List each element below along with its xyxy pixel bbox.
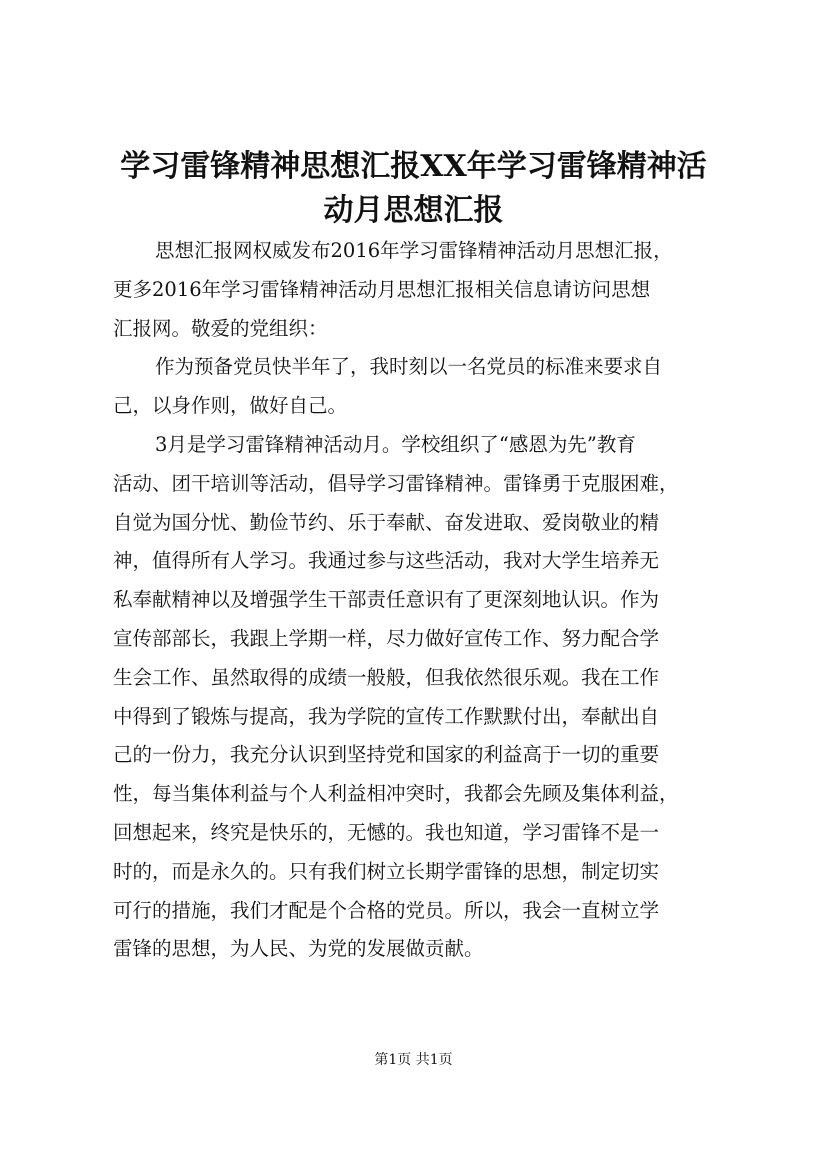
body-line: 可行的措施，我们才配是个合格的党员。所以，我会一直树立学 [113, 898, 660, 922]
title-line-2: 动月思想汇报 [323, 193, 504, 228]
body-line: 更多2016年学习雷锋精神活动月思想汇报相关信息请访问思想 [113, 277, 651, 301]
body-line: 活动、团干培训等活动，倡导学习雷锋精神。雷锋勇于克服困难， [113, 471, 679, 495]
body-line: 私奉献精神以及增强学生干部责任意识有了更深刻地认识。作为 [113, 588, 660, 612]
body-line: 宣传部部长，我跟上学期一样，尽力做好宣传工作、努力配合学 [113, 626, 660, 650]
body-line: 思想汇报网权威发布2016年学习雷锋精神活动月思想汇报， [155, 239, 673, 262]
document-title [100, 145, 727, 233]
body-line: 时的，而是永久的。只有我们树立长期学雷锋的思想，制定切实 [113, 859, 660, 883]
body-line: 自觉为国分忧、勤俭节约、乐于奉献、奋发进取、爱岗敬业的精 [113, 510, 660, 534]
title-line-1: 学习雷锋精神思想汇报XX年学习雷锋精神活 [120, 149, 707, 184]
body-line: 己的一份力，我充分认识到坚持党和国家的利益高于一切的重要 [113, 743, 660, 767]
body-line: 3月是学习雷锋精神活动月。学校组织了“感恩为先”教育 [155, 432, 636, 456]
body-line: 己，以身作则，做好自己。 [113, 394, 348, 418]
body-line: 雷锋的思想，为人民、为党的发展做贡献。 [113, 937, 484, 961]
body-line: 作为预备党员快半年了，我时刻以一名党员的标准来要求自 [155, 355, 663, 379]
document-body [113, 232, 735, 969]
body-line: 生会工作、虽然取得的成绩一般般，但我依然很乐观。我在工作 [113, 665, 660, 689]
body-line: 中得到了锻炼与提高，我为学院的宣传工作默默付出，奉献出自 [113, 704, 660, 728]
page-footer: 第1页 共1页 [374, 1052, 453, 1068]
body-line: 性，每当集体利益与个人利益相冲突时，我都会先顾及集体利益， [113, 782, 679, 806]
body-line: 回想起来，终究是快乐的，无憾的。我也知道，学习雷锋不是一 [113, 820, 660, 844]
body-line: 汇报网。敬爱的党组织： [113, 316, 328, 340]
body-line: 神，值得所有人学习。我通过参与这些活动，我对大学生培养无 [113, 549, 660, 573]
